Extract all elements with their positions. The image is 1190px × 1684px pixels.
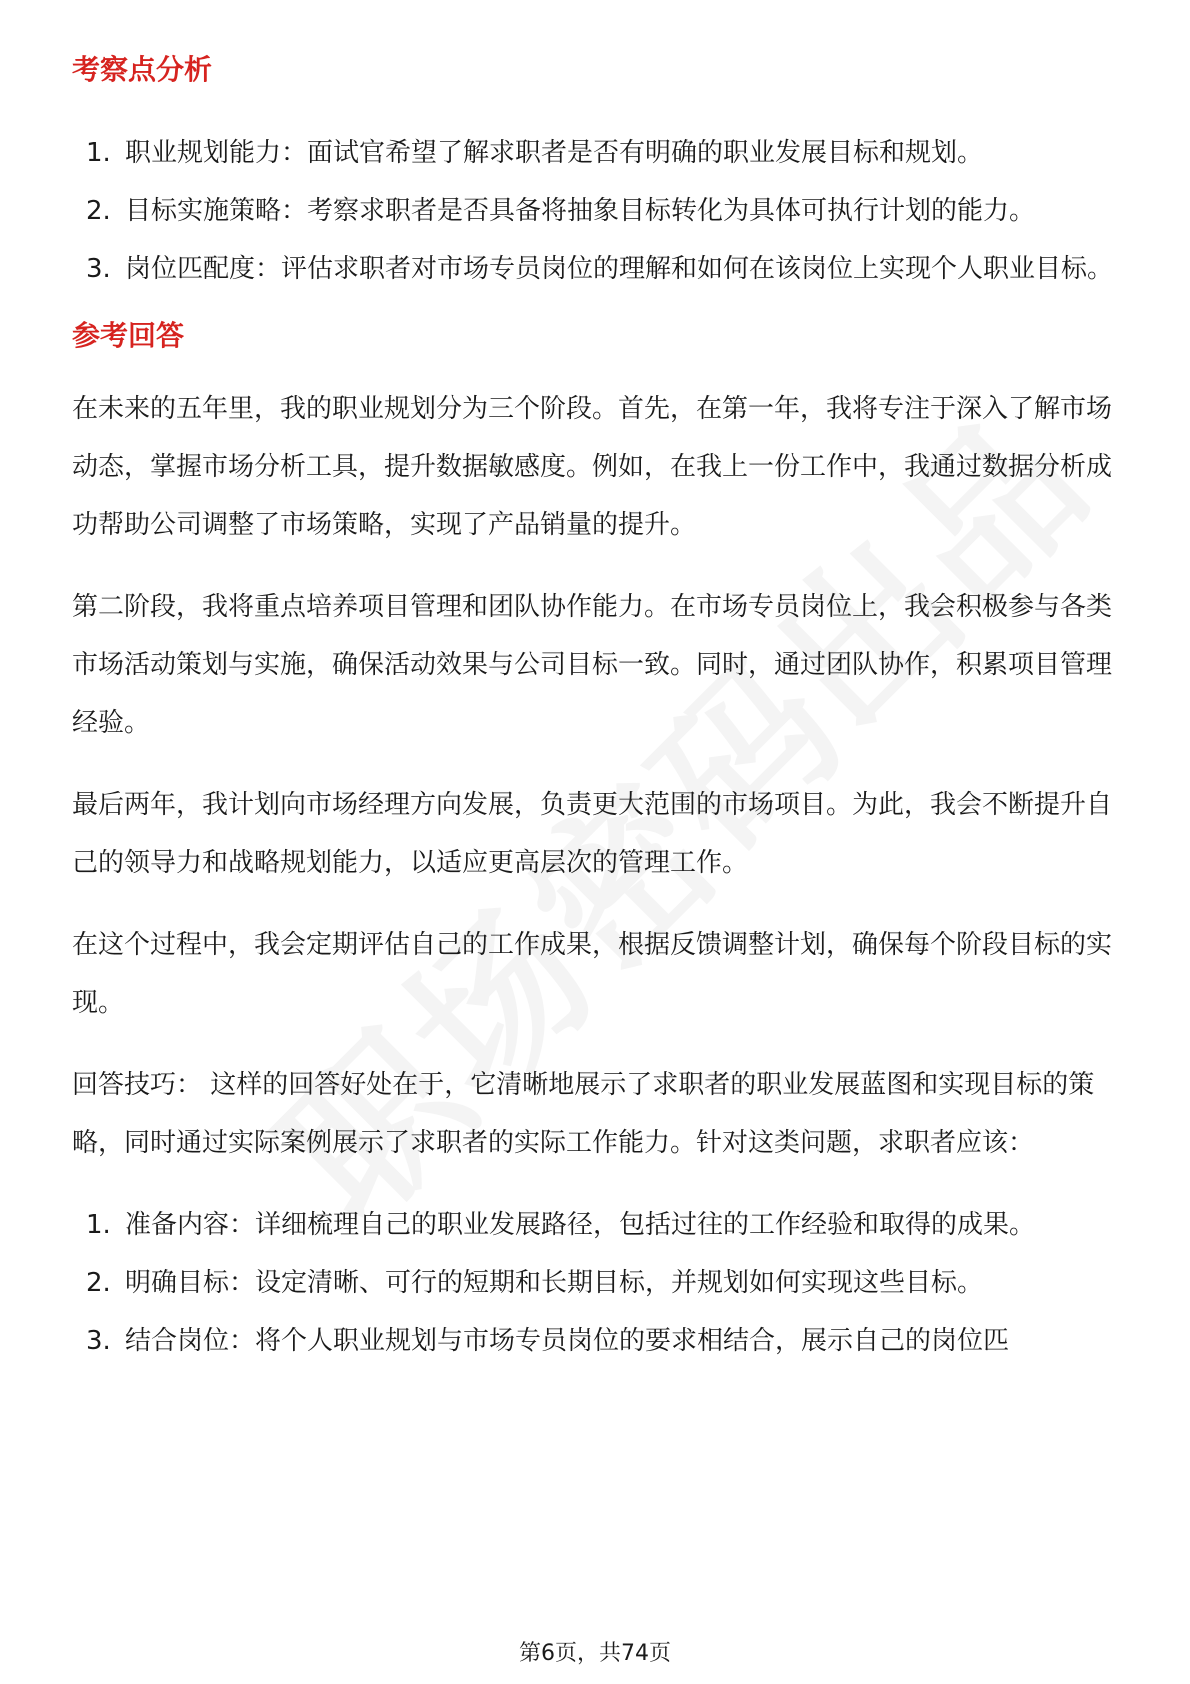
answer-paragraph: 最后两年，我计划向市场经理方向发展，负责更大范围的市场项目。为此，我会不断提升自己的领导力和战略规划能力，以适应更高层次的管理工作。 [72, 790, 1113, 878]
section-title-analysis: 考察点分析 [72, 53, 213, 86]
list-item [72, 1196, 1122, 1254]
list-number: 2. [86, 196, 111, 226]
page-footer: 第6页，共74页 [519, 1641, 671, 1666]
list-item [72, 124, 1122, 182]
page-content [72, 40, 1122, 1370]
list-item-text: 岗位匹配度：评估求职者对市场专员岗位的理解和如何在该岗位上实现个人职业目标。 [125, 254, 1114, 284]
list-item-text: 目标实施策略：考察求职者是否具备将抽象目标转化为具体可执行计划的能力。 [125, 196, 1036, 226]
list-number: 1. [86, 1210, 111, 1240]
list-number: 3. [86, 254, 111, 284]
list-item [72, 182, 1122, 240]
list-number: 3. [86, 1326, 111, 1356]
analysis-list [72, 124, 1122, 298]
section-title-answer: 参考回答 [72, 319, 185, 352]
answer-paragraph: 在这个过程中，我会定期评估自己的工作成果，根据反馈调整计划，确保每个阶段目标的实现。 [72, 930, 1113, 1018]
tips-list [72, 1196, 1122, 1370]
answer-paragraph: 第二阶段，我将重点培养项目管理和团队协作能力。在市场专员岗位上，我会积极参与各类市场活动策划与实施，确保活动效果与公司目标一致。同时，通过团队协作，积累项目管理经验。 [72, 592, 1113, 738]
list-item-text: 结合岗位：将个人职业规划与市场专员岗位的要求相结合，展示自己的岗位匹 [125, 1326, 1010, 1356]
list-item-text: 明确目标：设定清晰、可行的短期和长期目标，并规划如何实现这些目标。 [125, 1268, 984, 1298]
list-item-text: 职业规划能力：面试官希望了解求职者是否有明确的职业发展目标和规划。 [125, 138, 984, 168]
list-item-text: 准备内容：详细梳理自己的职业发展路径，包括过往的工作经验和取得的成果。 [125, 1210, 1036, 1240]
list-number: 2. [86, 1268, 111, 1298]
answer-paragraph: 在未来的五年里，我的职业规划分为三个阶段。首先，在第一年，我将专注于深入了解市场动态，掌握市场分析工具，提升数据敏感度。例如，在我上一份工作中，我通过数据分析成功帮助公司调整了市场策略，实现了产品销量的提升。 [72, 394, 1113, 540]
list-item [72, 1312, 1122, 1370]
list-item [72, 1254, 1122, 1312]
list-number: 1. [86, 138, 111, 168]
tips-paragraph: 回答技巧： 这样的回答好处在于，它清晰地展示了求职者的职业发展蓝图和实现目标的策略，同时通过实际案例展示了求职者的实际工作能力。针对这类问题，求职者应该： [72, 1070, 1095, 1158]
list-item [72, 240, 1122, 298]
